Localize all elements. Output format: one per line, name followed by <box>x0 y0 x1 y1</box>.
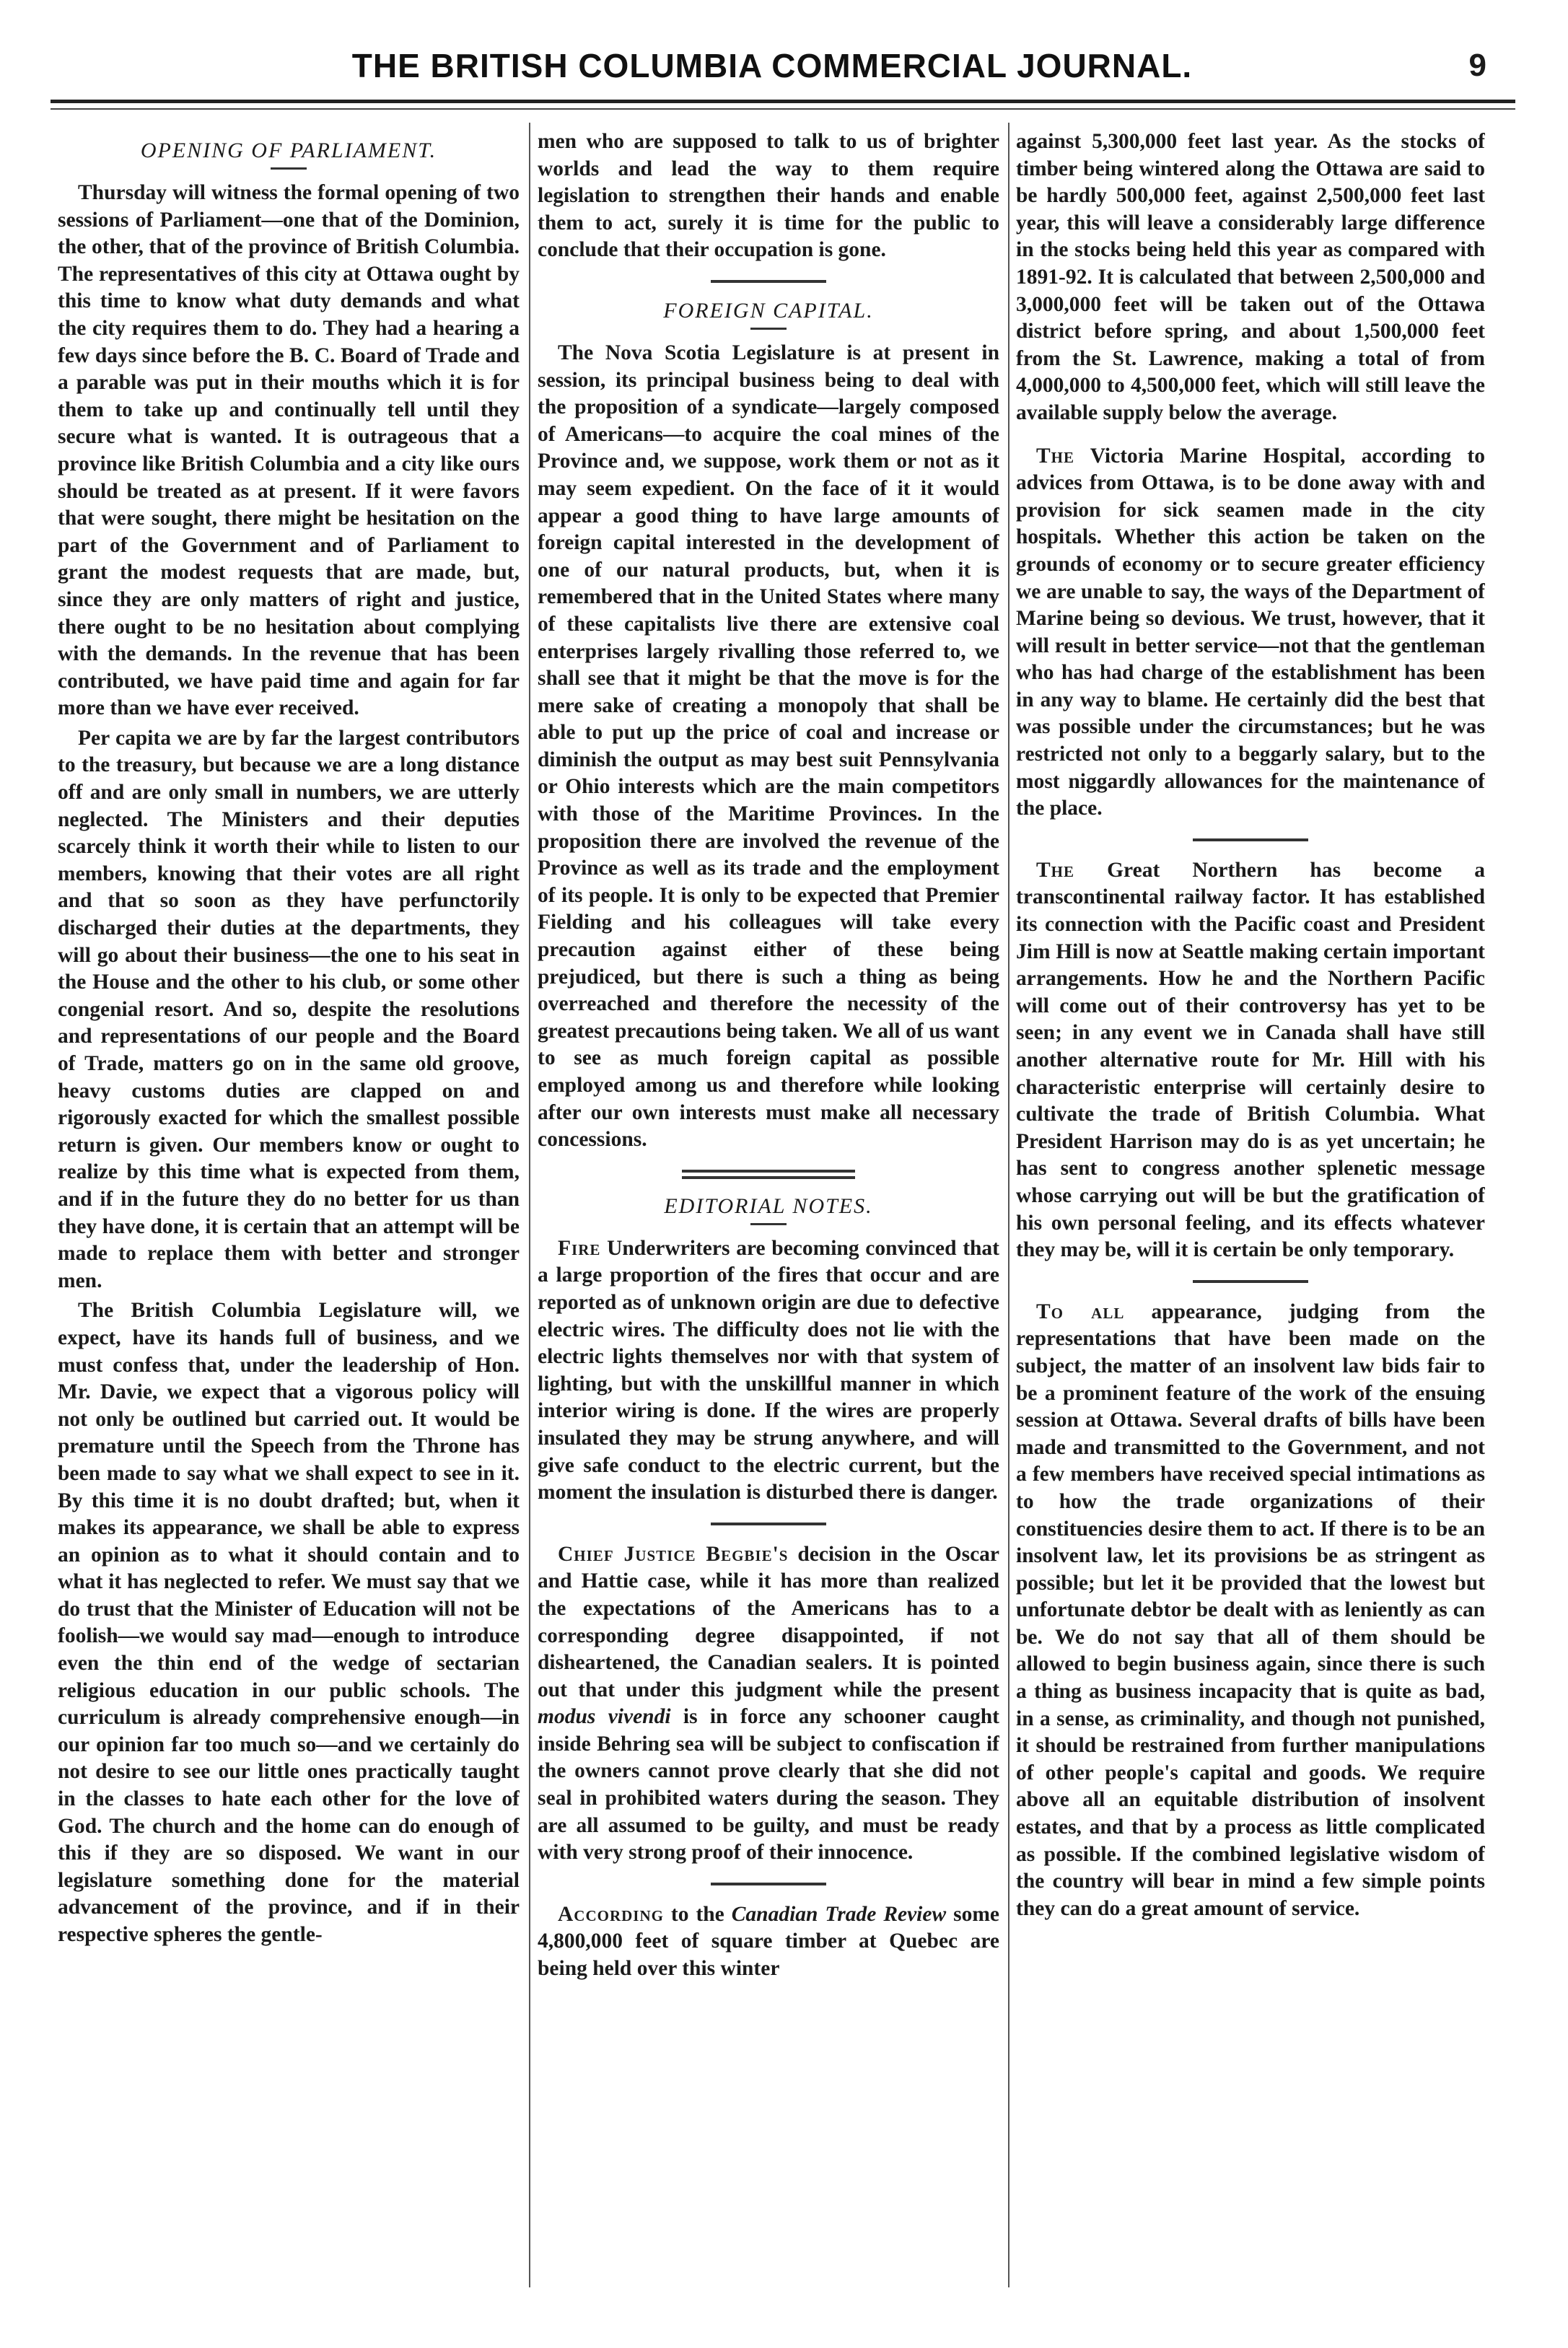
masthead <box>51 45 1494 102</box>
note-paragraph <box>1016 1299 1485 1923</box>
note-text: Victoria Marine Hospital, according to advices from Ottawa, is to be done away with and provision for sick seamen made in the city hospitals. Whether this action be taken on the grounds of economy or to secure greater efficiency we are unable to say, the ways of the Department of Marine being so devious. We trust, however, that it will result in better service—not that the gentleman who has had charge of the establishment has been in any way to blame. He certainly did the best that was possible under the circumstances; but he was restricted not only to a beggarly salary, but to the most niggardly allowances for the maintenance of the place. <box>1016 444 1485 820</box>
article-paragraph: Per capita we are by far the largest contributors to the treasury, but because we are a long distance off and are only small in numbers, we are utterly neglected. The Ministers and their deputies scarcely think it worth their while to listen to our members, knowing that their votes are all right and that so soon as they have perfunctorily discharged their duties at the departments, they will go about their business—the one to his seat in the House and the other to his club, or some other congenial resort. And so, despite the resolutions and representations of our people and the Board of Trade, matters go on in the same old groove, heavy customs duties are clapped on and rigorously exacted for which the smallest possible return is given. Our members know or ought to realize by this time what is expected from them, and if in the future they do no better for us than they have done, it is certain that an attempt will be made to replace them with better and stronger men. <box>58 726 520 1292</box>
article-paragraph: Thursday will witness the formal opening of two sessions of Parliament—one that of the Dominion, the other, that of the province of British Columbia. The representatives of this city at Ottawa ought by this time to know what duty demands and what the city requires them to do. They had a hearing a few days since before the B. C. Board of Trade and a parable was put in their mouths which it is for them to take up and continually tell until they secure what is wanted. It is outrageous that a province like British Columbia and a city like ours should be treated as at present. If it were favors that were sought, there might be hesitation on the part of the Government and of Parliament to grant the modest requests that are made, but, since they are only matters of right and justice, there ought to be no hesitation about complying with the demands. In the revenue that has been contributed, we have paid time and again for far more than we have ever received. <box>58 181 520 720</box>
note-paragraph: against 5,300,000 feet last year. As the stocks of timber being wintered along the Ottawa are said to be hardly 500,000 feet, against 2,500,000 feet last year, this will leave a considerably large difference in the stocks being held this year as compared with 1891-92. It is calculated that between 2,500,000 and 3,000,000 feet will be taken out of the Ottawa district before spring, and about 1,500,000 feet from the St. Lawrence, making a total of from 4,000,000 to 4,500,000 feet, which will still leave the available supply below the average. <box>1016 130 1485 424</box>
section-divider <box>711 280 826 283</box>
masthead-rule <box>51 100 1515 103</box>
lead-word: The <box>1036 858 1075 882</box>
lead-word: Chief Justice Begbie's <box>558 1542 789 1566</box>
note-text: Underwriters are becoming convinced that a large proportion of the fires that occur and are reported as of unknown origin are due to defective electric wires. The difficulty does not lie with the electric lights themselves nor with that system of lighting, but with the unskillful manner in which interior wiring is done. If the wires are properly insulated they may be strung anywhere, and will give safe conduct to the electric current, but the moment the insulation is disturbed there is danger. <box>538 1236 999 1504</box>
note-text: Great Northern has become a transcontinental railway factor. It has established its connection with the Pacific coast and President Jim Hill is now at Seattle making certain important arrangements. How he and the Northern Pacific will come out of their controversy has yet to be seen; in any event we in Canada shall have still another alternative route for Mr. Hill with his characteristic enterprise will certainly desire to cultivate the trade of British Columbia. What President Harrison may do is as yet uncertain; he has sent to congress another splenetic message whose carrying out will be but the gratification of his own personal feeling, and its effects whatever they may be, will it is certain be only temporary. <box>1016 858 1485 1262</box>
article-paragraph: men who are supposed to talk to us of brighter worlds and lead the way to them require legislation to strengthen their hands and enable them to act, surely it is time for the public to conclude that their occupation is gone. <box>538 130 999 262</box>
section-divider <box>711 1883 826 1885</box>
column-1 <box>58 128 520 2300</box>
note-text: decision in the Oscar and Hattie case, while it has more than realized the expectations of the Americans has to a corresponding degree disappointed, if not disheartened, the Canadian sealers. It is pointed out that under this judgment while the present <box>538 1542 999 1701</box>
lead-word: According <box>558 1902 664 1926</box>
note-paragraph <box>1016 857 1485 1264</box>
article-heading-foreign-capital: FOREIGN CAPITAL. <box>663 298 874 323</box>
section-divider <box>1193 1280 1308 1283</box>
column-2 <box>538 128 999 2300</box>
note-text: appearance, judging from the representations that have been made on the subject, the matter of an insolvent law bids fair to be a prominent feature of the work of the ensuing session at Ottawa. Several drafts of bills have been made and transmitted to the Government, and not a few members have received special intimations as to how the trade organizations of their constituencies desire them to act. If there is to be an insolvent law, let its provisions be as stringent as possible; but let it be provided that the lowest but unfortunate debtor be dealt with as leniently as can be. We do not say that all of them should be allowed to begin business again, since there is such a thing as business incapacity that is quite as bad, in a sense, as criminality, and though not punished, it should be restrained from further manipulations of other people's capital and goods. We require above all an equitable distribution of insolvent estates, and that by a process as little complicated as possible. If the combined legislative wisdom of the country will bear in mind a few simple points they can do a great amount of service. <box>1016 1300 1485 1920</box>
heading-dash <box>750 328 787 330</box>
note-italic: Canadian Trade Review <box>731 1902 947 1926</box>
lead-word: Fire <box>558 1236 601 1260</box>
section-divider <box>682 1170 855 1173</box>
note-text: to the <box>663 1902 732 1926</box>
note-paragraph <box>1016 443 1485 823</box>
lead-word: To all <box>1036 1300 1125 1323</box>
column-rule <box>1008 123 1009 2287</box>
journal-title: THE BRITISH COLUMBIA COMMERCIAL JOURNAL. <box>351 47 1193 84</box>
heading-dash <box>750 1223 787 1225</box>
section-divider <box>1193 838 1308 841</box>
note-paragraph <box>538 1901 999 1983</box>
note-text: some 4,800,000 feet of square timber at Quebec are being held over this winter <box>538 1902 999 1981</box>
note-paragraph <box>538 1541 999 1867</box>
note-paragraph <box>538 1235 999 1507</box>
column-rule <box>529 123 530 2287</box>
note-text: is in force any schooner caught inside Behring sea will be subject to confiscation if the owners cannot prove clearly that she did not seal in prohibited waters during the season. They are all assumed to be guilty, and must be ready with very strong proof of their innocence. <box>538 1705 999 1865</box>
column-3 <box>1016 128 1485 2300</box>
masthead-rule-thin <box>51 108 1515 110</box>
section-divider <box>711 1523 826 1525</box>
article-heading-editorial-notes: EDITORIAL NOTES. <box>664 1193 873 1218</box>
page-number: 9 <box>1468 48 1486 83</box>
article-heading-parliament: OPENING OF PARLIAMENT. <box>140 139 437 162</box>
article-paragraph: The British Columbia Legislature will, we expect, have its hands full of business, and we must confess that, under the leadership of Hon. Mr. Davie, we expect that a vigorous policy will not only be outlined but carried out. It would be premature until the Speech from the Throne has been made to say what we shall expect to see in it. By this time it is no doubt drafted; but, when it makes its appearance, we shall be able to express an opinion as to what it should contain and to what it has neglected to refer. We must say that we do trust that the Minister of Education will not be foolish—we would say mad—enough to introduce even the thin end of the wedge of sectarian religious education in our public schools. The curriculum is already comprehensive enough—in our opinion far too much so—and we certainly do not desire to see our little ones practically taught in the classes to hate each other for the love of God. The church and the home can do enough of this if they are so disposed. We want in our legislature something done for the material advancement of the province, and if in their respective spheres the gentle- <box>58 1299 520 1946</box>
heading-dash <box>271 167 307 170</box>
article-paragraph: The Nova Scotia Legislature is at present in session, its principal business being to deal with the proposition of a syndicate—largely composed of Americans—to acquire the coal mines of the Province and, we suppose, work them or not as it may seem expedient. On the face of it it would appear a good thing to have large amounts of foreign capital interested in the development of one of our natural products, but, when it is remembered that in the United States where many of these capitalists live there are extensive coal enterprises largely rivalling those referred to, we shall see that it might be that the move is for the mere sake of creating a monopoly that shall be able to put up the price of coal and increase or diminish the output as may best suit Pennsylvania or Ohio interests which are the main competitors with those of the Maritime Provinces. In the proposition there are involved the revenue of the Province as well as its trade and the employment of its people. It is only to be expected that Premier Fielding and his colleagues will take every precaution against either of these being prejudiced, but there is such a thing as being overreached and therefore the necessity of the greatest precautions being taken. We all of us want to see as much foreign capital as possible employed among us and therefore while looking after our own interests must make all necessary concessions. <box>538 341 999 1152</box>
note-italic: modus vivendi <box>538 1705 671 1729</box>
lead-word: The <box>1036 444 1075 468</box>
